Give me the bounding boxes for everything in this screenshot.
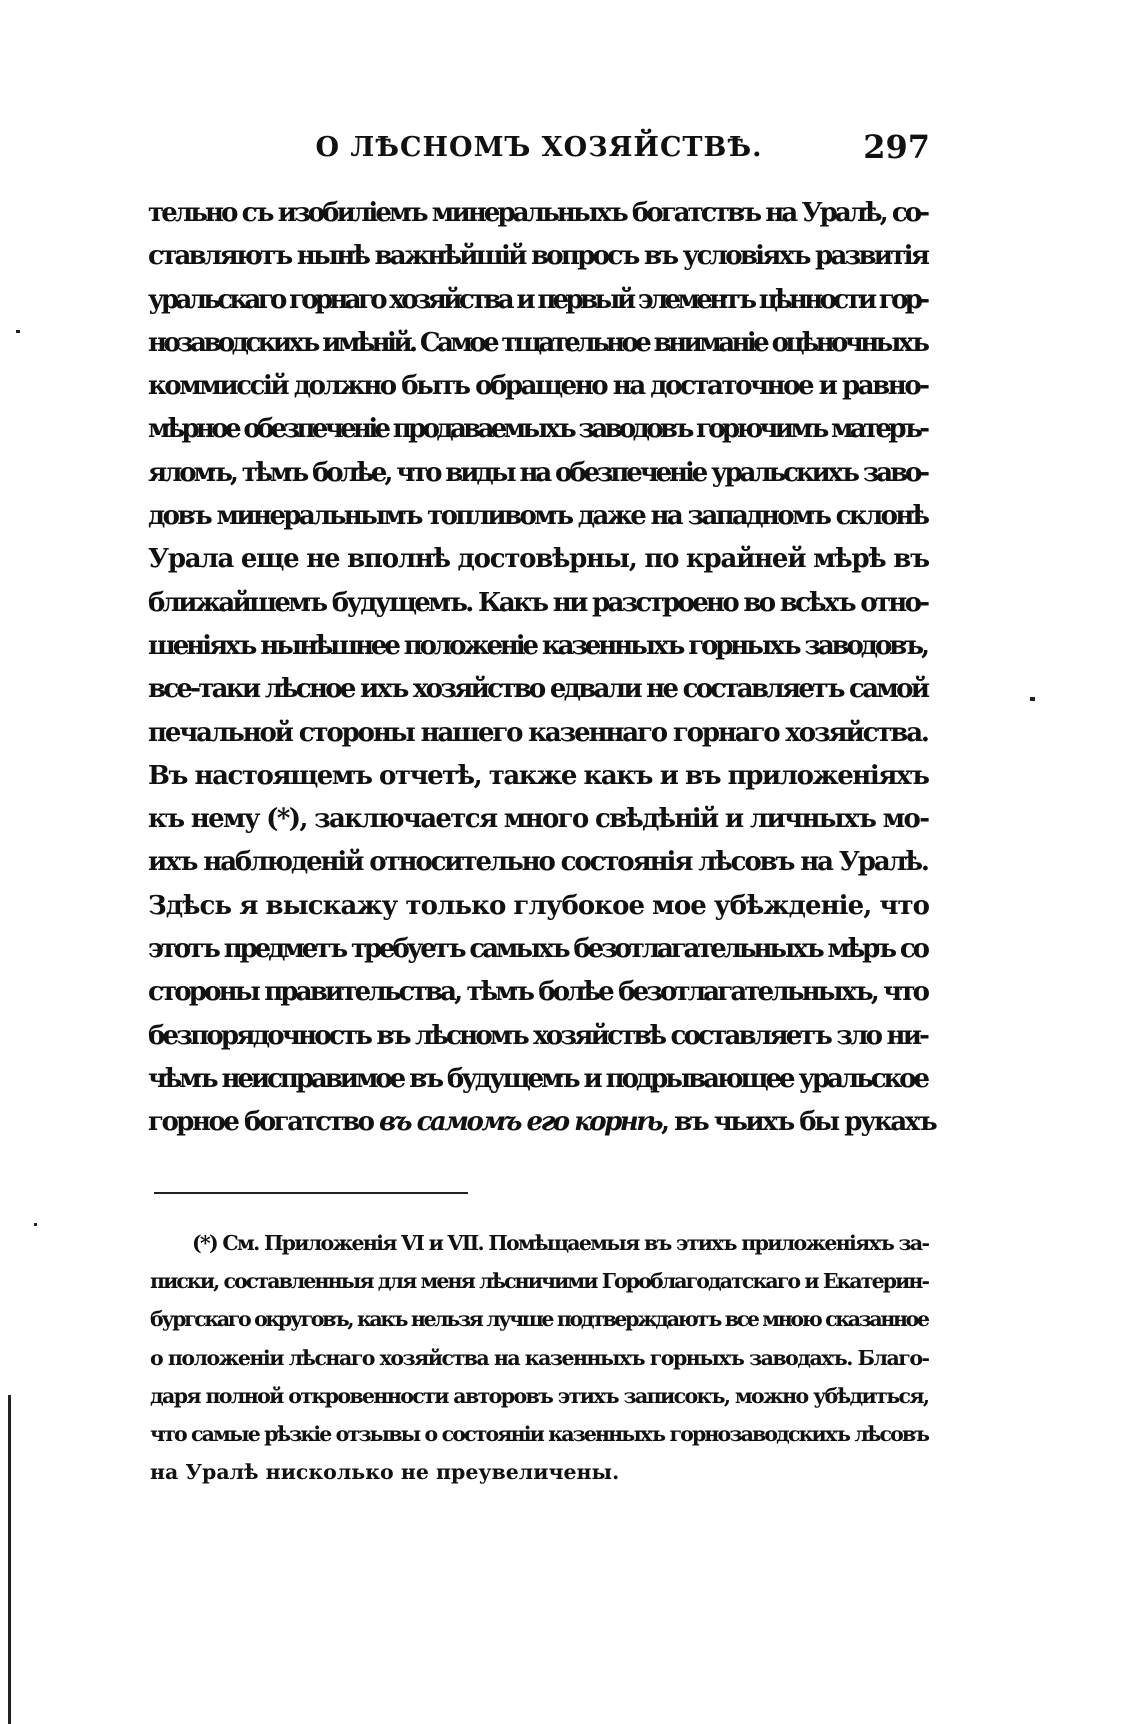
body-line: коммиссій должно быть обращено на достаточное и равно- — [148, 371, 928, 402]
footnote — [150, 1224, 930, 1491]
body-line: все-таки лѣсное ихъ хозяйство едвали не составляетъ самой — [148, 674, 928, 705]
footnote-line: на Уралѣ нисколько не преувеличены. — [150, 1460, 620, 1485]
body-line: чѣмъ неисправимое въ будущемъ и подрывающее уральское — [148, 1063, 927, 1094]
footnote-line: бургскаго округовъ, какъ нельзя лучше подтверждаютъ все мною сказанное — [150, 1307, 928, 1332]
body-line: Здѣсь я выскажу только глубокое мое убѣжденіе, что — [148, 890, 930, 921]
footnote-separator-rule — [154, 1192, 468, 1194]
body-line: стороны правительства, тѣмъ болѣе безотлагательныхъ, что — [148, 977, 928, 1008]
footnote-line: писки, составленныя для меня лѣсничими Гороблагодатскаго и Екатерин- — [150, 1269, 929, 1294]
body-line: ихъ наблюденій относительно состоянія лѣсовъ на Уралѣ. — [148, 847, 928, 878]
body-line: къ нему (*), заключается много свѣдѣній и личныхъ мо- — [148, 804, 929, 835]
scan-speck — [1030, 697, 1035, 701]
body-line: яломъ, тѣмъ болѣе, что виды на обезпеченіе уральскихъ заво- — [148, 457, 927, 488]
body-line: тельно съ изобиліемъ минеральныхъ богатствъ на Уралѣ, со- — [148, 198, 928, 228]
footnote-line: о положеніи лѣснаго хозяйства на казенныхъ горныхъ заводахъ. Благо- — [150, 1345, 929, 1370]
scan-speck — [16, 330, 20, 333]
page-header — [148, 128, 930, 172]
last-line-text: горное богатство — [148, 1107, 380, 1138]
body-line-last — [148, 1101, 936, 1144]
body-line: ставляютъ нынѣ важнѣйшій вопросъ въ условіяхъ развитія — [148, 241, 928, 272]
body-line: ближайшемъ будущемъ. Какъ ни разстроено во всѣхъ отно- — [148, 587, 928, 618]
body-line: этотъ предметъ требуетъ самыхъ безотлагательныхъ мѣръ со — [148, 934, 927, 965]
body-line: безпорядочность въ лѣсномъ хозяйствѣ составляетъ зло ни- — [148, 1020, 928, 1051]
footnote-line: (*) См. Приложенія VI и VII. Помѣщаемыя въ этихъ приложеніяхъ за- — [192, 1231, 929, 1255]
body-line: Въ настоящемъ отчетѣ, также какъ и въ приложеніяхъ — [148, 760, 929, 791]
body-line: Урала еще не вполнѣ достовѣрны, по крайней мѣрѣ въ — [148, 544, 929, 575]
body-line: мѣрное обезпеченіе продаваемыхъ заводовъ горючимъ матеръ- — [148, 414, 927, 445]
body-line: печальной стороны нашего казеннаго горнаго хозяйства. — [148, 717, 928, 748]
page-number: 297 — [863, 128, 930, 166]
footnote-line: даря полной откровенности авторовъ этихъ записокъ, можно убѣдиться, — [150, 1383, 929, 1408]
body-line: нозаводскихъ имѣній. Самое тщательное вниманіе оцѣночныхъ — [148, 327, 927, 358]
body-line: шеніяхъ нынѣшнее положеніе казенныхъ горныхъ заводовъ, — [148, 630, 927, 661]
scan-speck — [34, 1223, 37, 1226]
body-line: уральскаго горнаго хозяйства и первый элементъ цѣнности гор- — [148, 284, 927, 315]
body-text — [148, 192, 936, 1145]
running-title: О ЛѢСНОМЪ ХОЗЯЙСТВѢ. — [315, 132, 763, 163]
footnote-line: что самые рѣзкіе отзывы о состояніи казенныхъ горнозаводскихъ лѣсовъ — [150, 1421, 929, 1446]
last-line-text-end: , въ чьихъ бы рукахъ — [661, 1107, 936, 1138]
scan-edge-line — [8, 1395, 11, 1724]
italic-phrase: въ самомъ его корнѣ — [379, 1107, 662, 1138]
body-line: довъ минеральнымъ топливомъ даже на западномъ склонѣ — [148, 501, 928, 532]
